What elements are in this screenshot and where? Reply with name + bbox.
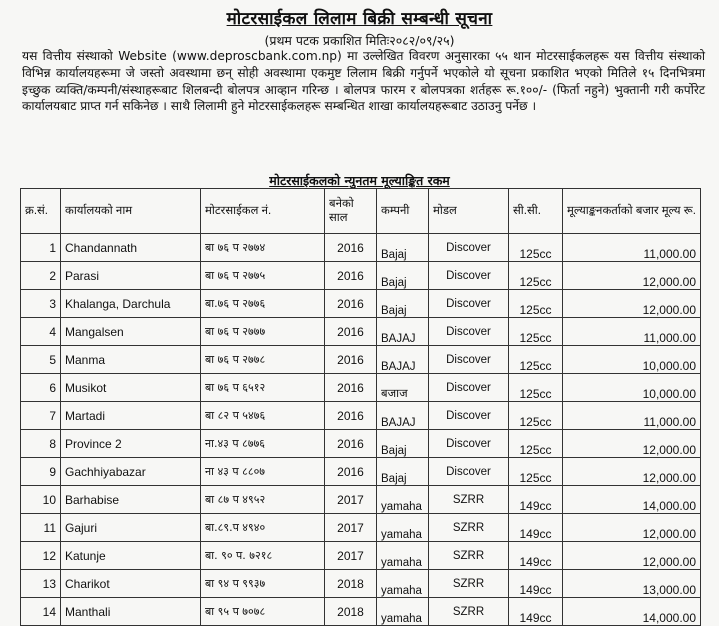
row-office: Manma xyxy=(61,346,201,374)
row-sn: 14 xyxy=(21,598,61,626)
row-number: बा ७६ प २७७७ xyxy=(201,318,325,346)
row-price: 12,000.00 xyxy=(563,430,701,458)
row-cc: 149cc xyxy=(509,514,563,542)
row-cc: 125cc xyxy=(509,290,563,318)
row-price: 12,000.00 xyxy=(563,290,701,318)
row-price: 10,000.00 xyxy=(563,346,701,374)
table-row xyxy=(21,346,701,374)
header-number: मोटरसाईकल नं. xyxy=(201,189,325,234)
row-price: 10,000.00 xyxy=(563,374,701,402)
row-cc: 125cc xyxy=(509,402,563,430)
header-company: कम्पनी xyxy=(377,189,429,234)
row-number: बा ८७ प ४९५२ xyxy=(201,486,325,514)
row-price: 12,000.00 xyxy=(563,542,701,570)
row-company: Bajaj xyxy=(377,234,429,262)
row-company: yamaha xyxy=(377,598,429,626)
row-company: BAJAJ xyxy=(377,346,429,374)
row-cc: 149cc xyxy=(509,598,563,626)
table-row xyxy=(21,290,701,318)
table-row xyxy=(21,458,701,486)
row-office: Khalanga, Darchula xyxy=(61,290,201,318)
row-office: Katunje xyxy=(61,542,201,570)
row-model: Discover xyxy=(429,262,509,290)
row-company: yamaha xyxy=(377,542,429,570)
row-sn: 5 xyxy=(21,346,61,374)
row-year: 2017 xyxy=(325,514,377,542)
row-company: yamaha xyxy=(377,486,429,514)
table-header-row xyxy=(21,189,701,234)
row-office: Province 2 xyxy=(61,430,201,458)
row-cc: 149cc xyxy=(509,486,563,514)
notice-title: मोटरसाईकल लिलाम बिक्री सम्बन्धी सूचना xyxy=(226,9,493,29)
row-model: SZRR xyxy=(429,514,509,542)
row-year: 2018 xyxy=(325,598,377,626)
table-row xyxy=(21,486,701,514)
row-number: ना.४३ प ८७७६ xyxy=(201,430,325,458)
row-year: 2016 xyxy=(325,290,377,318)
row-office: Barhabise xyxy=(61,486,201,514)
row-sn: 2 xyxy=(21,262,61,290)
row-year: 2017 xyxy=(325,486,377,514)
row-model: SZRR xyxy=(429,542,509,570)
row-price: 12,000.00 xyxy=(563,514,701,542)
table-row xyxy=(21,570,701,598)
row-year: 2016 xyxy=(325,318,377,346)
row-sn: 10 xyxy=(21,486,61,514)
row-price: 14,000.00 xyxy=(563,486,701,514)
row-number: बा. ९० प. ७२१८ xyxy=(201,542,325,570)
row-office: Martadi xyxy=(61,402,201,430)
row-model: Discover xyxy=(429,374,509,402)
row-office: Manthali xyxy=(61,598,201,626)
row-number: बा ७६ प ६५१२ xyxy=(201,374,325,402)
header-year: बनेको साल xyxy=(325,189,377,234)
row-year: 2018 xyxy=(325,570,377,598)
header-model: मोडल xyxy=(429,189,509,234)
row-cc: 149cc xyxy=(509,542,563,570)
row-company: yamaha xyxy=(377,570,429,598)
row-company: BAJAJ xyxy=(377,402,429,430)
row-year: 2016 xyxy=(325,346,377,374)
table-row xyxy=(21,318,701,346)
row-number: बा.७६ प २७७६ xyxy=(201,290,325,318)
notice-body: यस वित्तीय संस्थाको Website (www.deproscbank.com.np) मा उल्लेखित विवरण अनुसारका ५५ थान मोटरसाईकलहरू यस वित्तीय संस्थाको विभिन्न कार्यालयहरूमा जे जस्तो अवस्थामा छन् सोही अवस्थामा एकमुष्ट लिलाम बिक्री गर्नुपर्ने भएकोले यो सूचना प्रकाशित भएको मितिले १५ दिनभित्रमा इच्छुक व्यक्ति/कम्पनी/संस्थाहरूबाट शिलबन्दी बोलपत्र आव्हान गरिन्छ । बोलपत्र फारम र बोलपत्रका शर्तहरू रू.१००/- (फिर्ता नहुने) भुक्तानी गरी कर्पोरेट कार्यालयबाट प्राप्त गर्न सकिनेछ । साथै लिलामी हुने मोटरसाईकलहरू सम्बन्धित शाखा कार्यालयहरूबाट उठाउनु पर्नेछ । xyxy=(22,49,705,114)
row-cc: 125cc xyxy=(509,234,563,262)
row-office: Mangalsen xyxy=(61,318,201,346)
row-year: 2016 xyxy=(325,374,377,402)
row-company: Bajaj xyxy=(377,458,429,486)
row-sn: 6 xyxy=(21,374,61,402)
row-sn: 8 xyxy=(21,430,61,458)
valuation-table xyxy=(20,188,701,626)
row-model: Discover xyxy=(429,346,509,374)
header-price: मूल्याङ्कनकर्ताको बजार मूल्य रू. xyxy=(563,189,701,234)
header-cc: सी.सी. xyxy=(509,189,563,234)
row-price: 11,000.00 xyxy=(563,402,701,430)
row-number: बा.८९.प ४९४० xyxy=(201,514,325,542)
row-sn: 1 xyxy=(21,234,61,262)
row-company: Bajaj xyxy=(377,430,429,458)
row-company: बजाज xyxy=(377,374,429,402)
row-cc: 125cc xyxy=(509,374,563,402)
row-price: 12,000.00 xyxy=(563,458,701,486)
row-model: Discover xyxy=(429,290,509,318)
table-row xyxy=(21,598,701,626)
row-year: 2016 xyxy=(325,458,377,486)
table-row xyxy=(21,262,701,290)
row-cc: 125cc xyxy=(509,430,563,458)
row-company: yamaha xyxy=(377,514,429,542)
row-cc: 125cc xyxy=(509,458,563,486)
row-office: Parasi xyxy=(61,262,201,290)
row-model: Discover xyxy=(429,234,509,262)
row-price: 11,000.00 xyxy=(563,318,701,346)
notice-subtitle: (प्रथम पटक प्रकाशित मितिः२०८२/०९/२५) xyxy=(264,33,455,48)
row-sn: 7 xyxy=(21,402,61,430)
row-price: 13,000.00 xyxy=(563,570,701,598)
row-office: Musikot xyxy=(61,374,201,402)
table-row xyxy=(21,234,701,262)
row-sn: 4 xyxy=(21,318,61,346)
table-row xyxy=(21,430,701,458)
row-number: बा ७६ प २७७५ xyxy=(201,262,325,290)
row-number: ना ४३ प ८८०७ xyxy=(201,458,325,486)
row-year: 2017 xyxy=(325,542,377,570)
row-year: 2016 xyxy=(325,234,377,262)
row-office: Charikot xyxy=(61,570,201,598)
row-year: 2016 xyxy=(325,262,377,290)
row-office: Chandannath xyxy=(61,234,201,262)
row-number: बा ९५ प ७०७८ xyxy=(201,598,325,626)
row-model: Discover xyxy=(429,318,509,346)
row-number: बा ७६ प २७७४ xyxy=(201,234,325,262)
table-row xyxy=(21,514,701,542)
table-row xyxy=(21,374,701,402)
row-year: 2016 xyxy=(325,402,377,430)
header-office: कार्यालयको नाम xyxy=(61,189,201,234)
row-company: Bajaj xyxy=(377,262,429,290)
row-number: बा ८२ प ५४७६ xyxy=(201,402,325,430)
row-model: SZRR xyxy=(429,486,509,514)
row-model: SZRR xyxy=(429,570,509,598)
row-cc: 125cc xyxy=(509,262,563,290)
row-sn: 13 xyxy=(21,570,61,598)
row-cc: 149cc xyxy=(509,570,563,598)
row-cc: 125cc xyxy=(509,346,563,374)
row-model: Discover xyxy=(429,402,509,430)
table-body xyxy=(21,234,701,626)
row-number: बा ७६ प २७७८ xyxy=(201,346,325,374)
row-model: Discover xyxy=(429,458,509,486)
row-price: 11,000.00 xyxy=(563,234,701,262)
header-sn: क्र.सं. xyxy=(21,189,61,234)
row-sn: 9 xyxy=(21,458,61,486)
row-sn: 12 xyxy=(21,542,61,570)
row-company: Bajaj xyxy=(377,290,429,318)
row-model: SZRR xyxy=(429,598,509,626)
table-row xyxy=(21,542,701,570)
row-office: Gachhiyabazar xyxy=(61,458,201,486)
row-year: 2016 xyxy=(325,430,377,458)
row-price: 12,000.00 xyxy=(563,262,701,290)
row-company: BAJAJ xyxy=(377,318,429,346)
row-price: 14,000.00 xyxy=(563,598,701,626)
row-sn: 3 xyxy=(21,290,61,318)
table-title: मोटरसाईकलको न्युनतम मूल्याङ्कित रकम xyxy=(269,173,450,188)
row-model: Discover xyxy=(429,430,509,458)
table-row xyxy=(21,402,701,430)
row-sn: 11 xyxy=(21,514,61,542)
row-number: बा ९४ प ९९३७ xyxy=(201,570,325,598)
row-cc: 125cc xyxy=(509,318,563,346)
row-office: Gajuri xyxy=(61,514,201,542)
